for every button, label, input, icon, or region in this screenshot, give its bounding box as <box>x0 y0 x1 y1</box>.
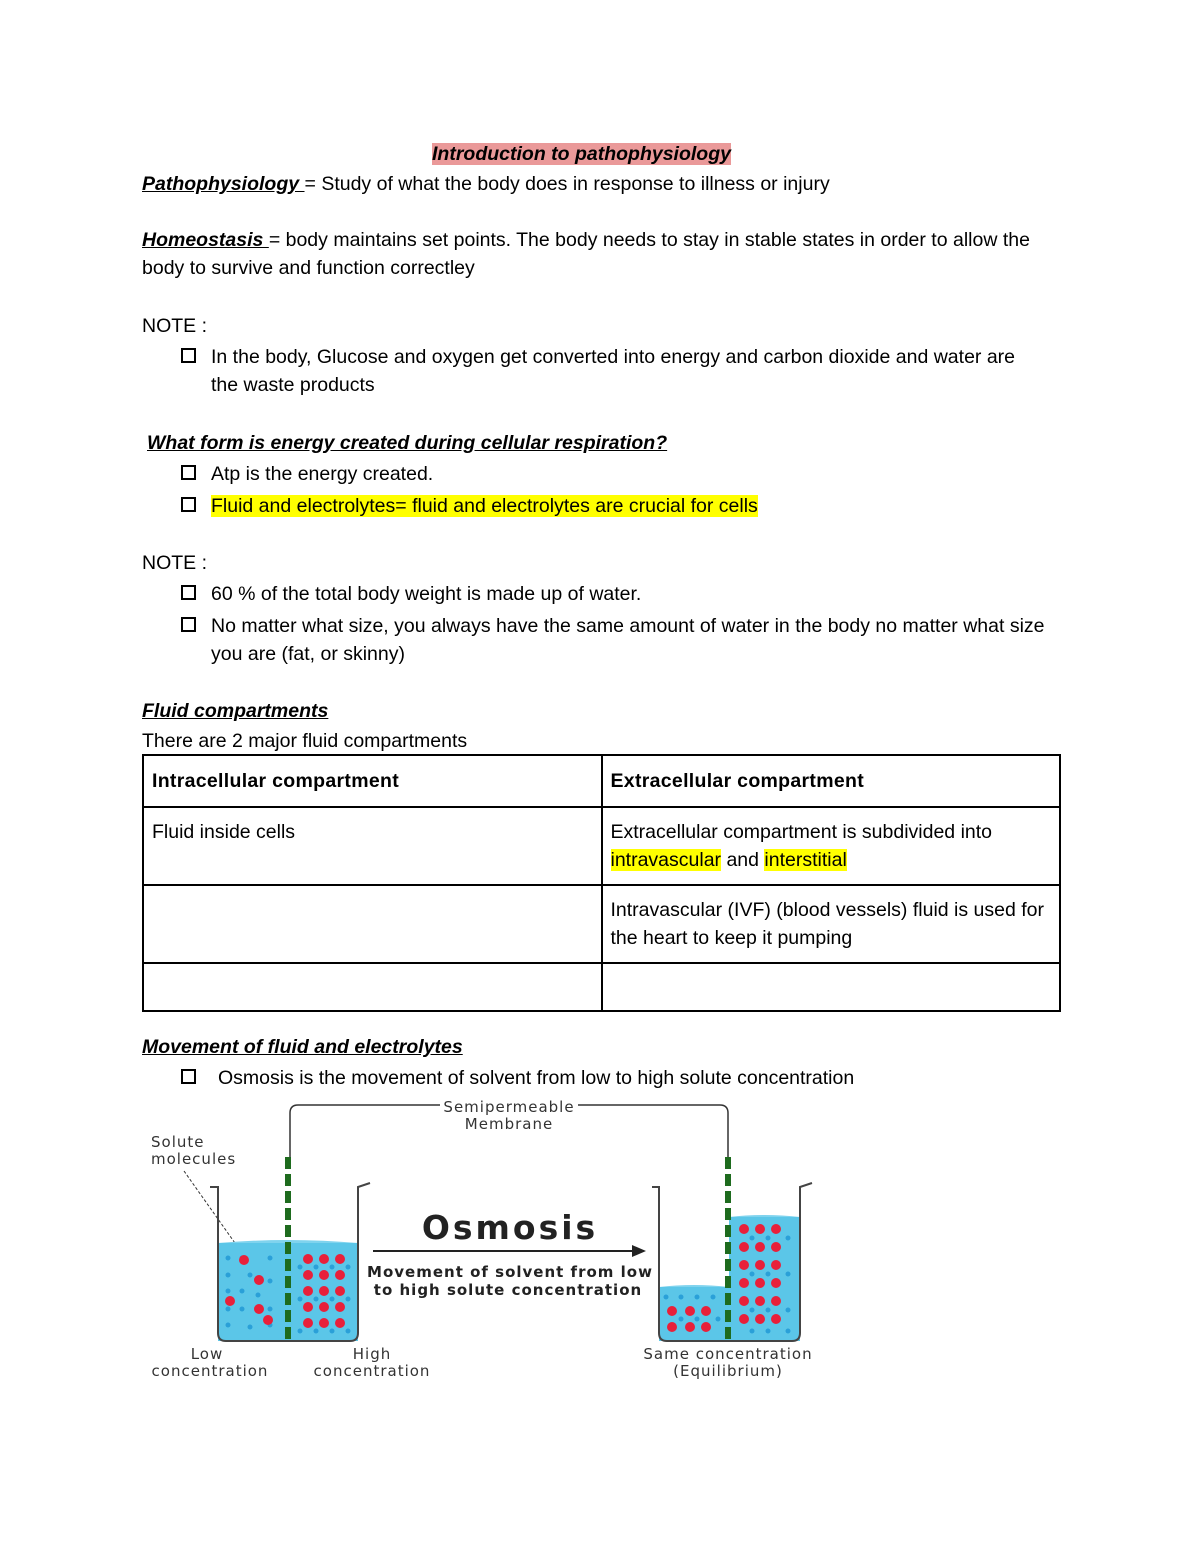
table-row <box>143 807 1060 885</box>
same-concentration-line2: (Equilibrium) <box>673 1362 783 1380</box>
q1-item-atp: Atp is the energy created. <box>211 463 434 485</box>
table-cell: Intravascular (IVF) (blood vessels) fluid is used for the heart to keep it pumping <box>602 885 1061 963</box>
fluid-compartments-heading: Fluid compartments <box>142 700 329 722</box>
table-row <box>143 885 1060 963</box>
homeostasis-definition: Homeostasis = body maintains set points. The body needs to stay in stable states in order to allow the body to survive and function correctley <box>142 229 1030 279</box>
left-beaker <box>210 1157 370 1341</box>
table-header-row <box>143 755 1060 807</box>
membrane-bracket-right <box>578 1105 728 1165</box>
table-header-intracellular: Intracellular compartment <box>143 755 602 807</box>
checkbox-icon[interactable] <box>181 348 196 363</box>
note2-item-1: 60 % of the total body weight is made up of water. <box>211 583 642 605</box>
note-label-2: NOTE : <box>142 552 208 574</box>
note-label-1: NOTE : <box>142 315 208 337</box>
checkbox-icon[interactable] <box>181 617 196 632</box>
solute-label-line1: Solute <box>151 1133 205 1151</box>
same-concentration-line1: Same concentration <box>643 1345 813 1363</box>
membrane-label-line1: Semipermeable <box>443 1098 575 1116</box>
document-title: Introduction to pathophysiology <box>432 143 731 165</box>
checkbox-icon[interactable] <box>181 497 196 512</box>
table-cell <box>143 885 602 963</box>
movement-heading: Movement of fluid and electrolytes <box>142 1036 463 1058</box>
solute-label-line2: molecules <box>151 1150 237 1168</box>
high-concentration-line1: High <box>352 1345 392 1363</box>
osmosis-desc-line1: Movement of solvent from low <box>367 1263 653 1281</box>
note2-item-2: No matter what size, you always have the same amount of water in the body no matter what size you are (fat, or skinny) <box>211 615 1045 665</box>
table-cell: Extracellular compartment is subdivided into intravascular and interstitial <box>602 807 1061 885</box>
high-concentration-line2: concentration <box>313 1362 431 1380</box>
q1-item-fluid: Fluid and electrolytes= fluid and electrolytes are crucial for cells <box>211 495 758 517</box>
low-concentration-line2: concentration <box>151 1362 269 1380</box>
table-header-extracellular: Extracellular compartment <box>602 755 1061 807</box>
table-cell <box>143 963 602 1011</box>
right-beaker-high-water <box>729 1217 800 1341</box>
table-cell <box>602 963 1061 1011</box>
checkbox-icon[interactable] <box>181 1069 196 1084</box>
fluid-compartments-table <box>142 754 1061 1012</box>
membrane-label-line2: Membrane <box>464 1115 554 1133</box>
pathophysiology-definition: Pathophysiology = Study of what the body does in response to illness or injury <box>142 173 830 195</box>
fluid-compartments-intro: There are 2 major fluid compartments <box>142 730 468 752</box>
checkbox-icon[interactable] <box>181 465 196 480</box>
note1-item: In the body, Glucose and oxygen get converted into energy and carbon dioxide and water are the waste products <box>211 346 1016 396</box>
osmosis-item: Osmosis is the movement of solvent from low to high solute concentration <box>218 1067 855 1089</box>
membrane-bracket-left <box>290 1105 440 1165</box>
checkbox-icon[interactable] <box>181 585 196 600</box>
low-concentration-line1: Low <box>190 1345 224 1363</box>
right-beaker <box>652 1157 812 1341</box>
osmosis-title: Osmosis <box>421 1208 599 1247</box>
table-row <box>143 963 1060 1011</box>
osmosis-diagram <box>140 1095 830 1390</box>
right-low-surface <box>659 1285 729 1287</box>
table-cell: Fluid inside cells <box>143 807 602 885</box>
solute-pointer-line <box>184 1171 242 1253</box>
cellular-respiration-question: What form is energy created during cellular respiration? <box>147 432 668 454</box>
osmosis-desc-line2: to high solute concentration <box>373 1281 643 1299</box>
arrow-right-icon <box>632 1245 646 1257</box>
right-high-surface <box>729 1215 800 1217</box>
